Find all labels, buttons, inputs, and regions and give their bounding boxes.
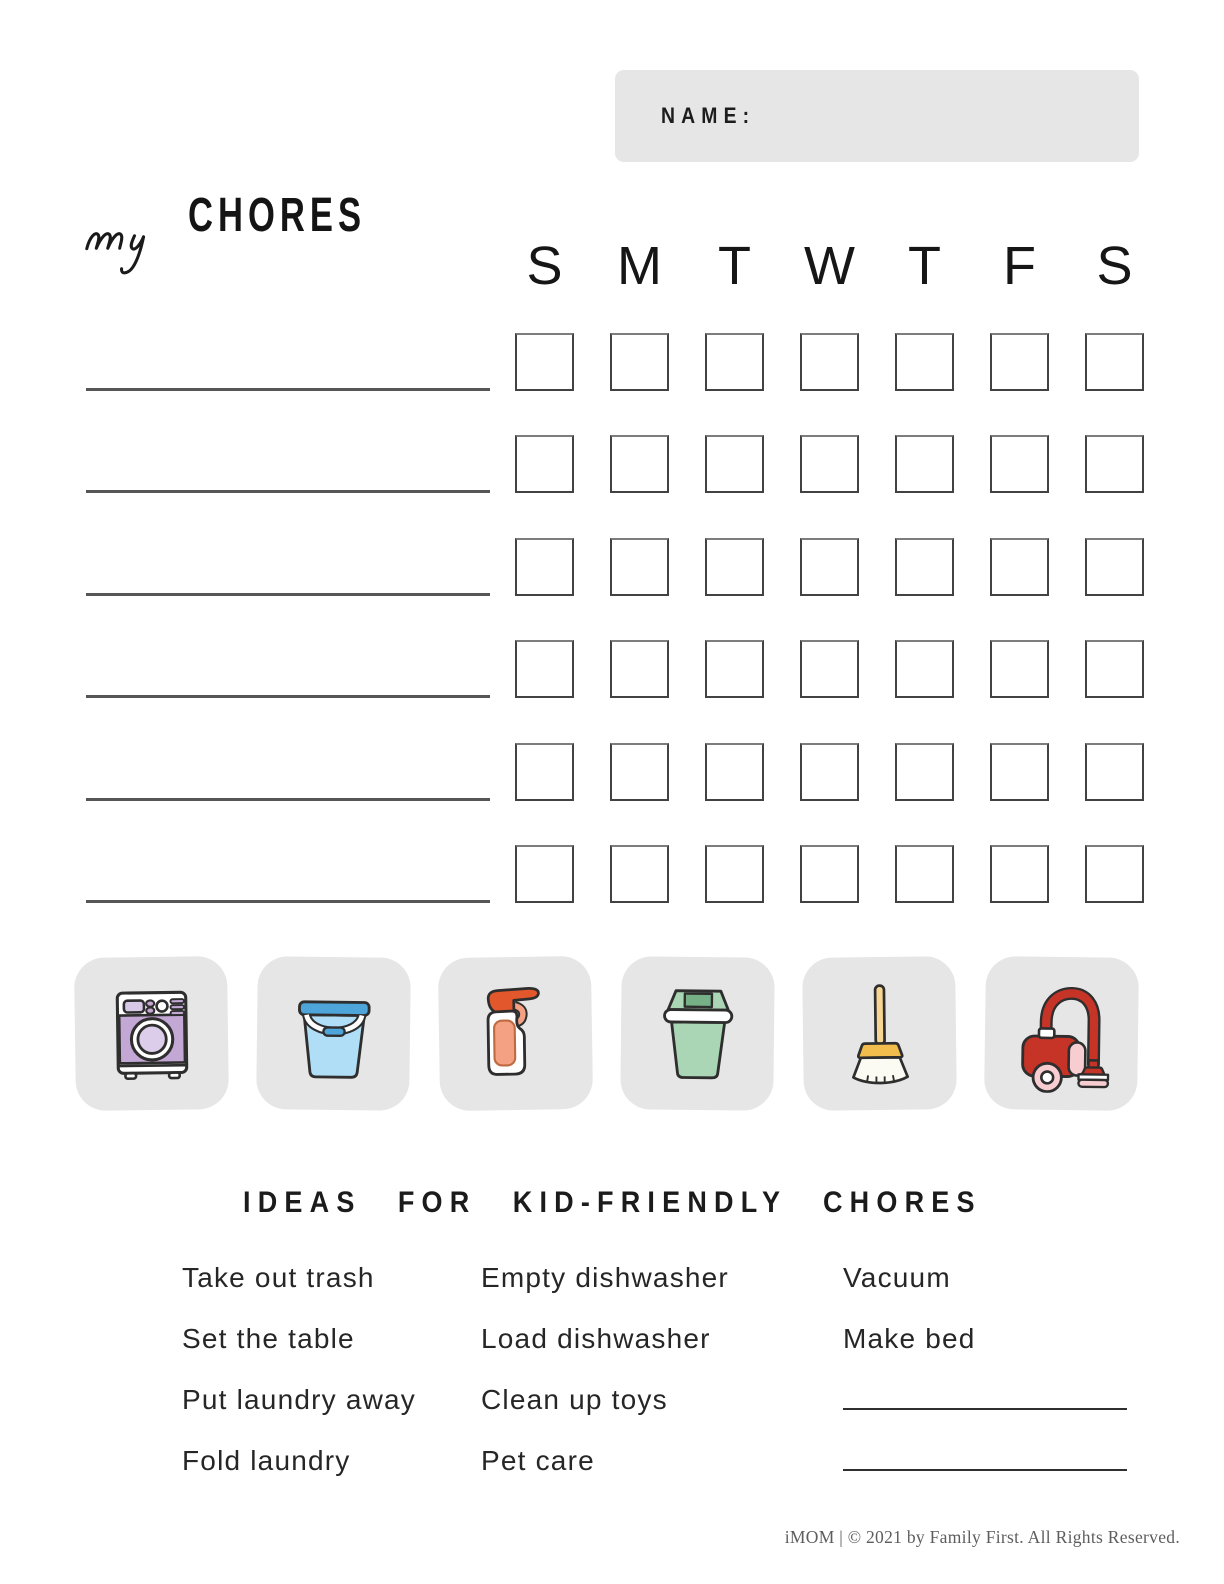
checkbox-r4-c5[interactable] [895,640,954,698]
ideas-item: Vacuum [843,1262,951,1293]
checkbox-r3-c3[interactable] [705,538,764,596]
ideas-item: Make bed [843,1323,976,1354]
chore-name-line-5[interactable] [86,798,490,801]
tile-trash-can [620,956,775,1111]
ideas-item: Put laundry away [182,1384,416,1415]
checkbox-r5-c4[interactable] [800,743,859,801]
checkbox-r3-c5[interactable] [895,538,954,596]
vacuum-icon [1002,974,1122,1094]
checkbox-r1-c5[interactable] [895,333,954,391]
checkbox-r6-c2[interactable] [610,845,669,903]
checkbox-r1-c4[interactable] [800,333,859,391]
chore-name-line-4[interactable] [86,695,490,698]
checkbox-r4-c3[interactable] [705,640,764,698]
bucket-icon [274,974,393,1093]
day-header-7: S [1096,236,1133,296]
tile-vacuum [984,956,1139,1111]
chore-name-line-6[interactable] [86,900,490,903]
custom-chore-line[interactable] [843,1383,1127,1410]
checkbox-r3-c6[interactable] [990,538,1049,596]
footer-copyright: iMOM | © 2021 by Family First. All Rights Reserved. [784,1527,1180,1547]
day-header-6: F [1003,236,1036,296]
day-header-5: T [908,236,941,296]
ideas-column-1 [182,1261,416,1505]
tile-bucket [256,956,411,1111]
checkbox-r3-c7[interactable] [1085,538,1144,596]
checkbox-r6-c5[interactable] [895,845,954,903]
checkbox-r3-c1[interactable] [515,538,574,596]
ideas-item: Pet care [481,1445,595,1476]
custom-chore-line[interactable] [843,1444,1127,1471]
checkbox-r6-c4[interactable] [800,845,859,903]
checkbox-r3-c4[interactable] [800,538,859,596]
checkbox-r4-c6[interactable] [990,640,1049,698]
checkbox-r5-c7[interactable] [1085,743,1144,801]
checkbox-r2-c5[interactable] [895,435,954,493]
spray-bottle-icon [456,974,576,1094]
checkbox-r4-c1[interactable] [515,640,574,698]
washing-machine-icon [92,974,212,1094]
checkbox-r6-c6[interactable] [990,845,1049,903]
checkbox-r4-c7[interactable] [1085,640,1144,698]
page-title [82,189,502,287]
day-header-4: W [804,236,855,296]
checkbox-r5-c5[interactable] [895,743,954,801]
checkbox-r4-c2[interactable] [610,640,669,698]
checkbox-r1-c6[interactable] [990,333,1049,391]
checkbox-r1-c1[interactable] [515,333,574,391]
ideas-column-3 [843,1261,1127,1505]
chore-name-line-2[interactable] [86,490,490,493]
checkbox-r3-c2[interactable] [610,538,669,596]
checkbox-r2-c4[interactable] [800,435,859,493]
checkbox-r1-c2[interactable] [610,333,669,391]
checkbox-r2-c6[interactable] [990,435,1049,493]
checkbox-r2-c1[interactable] [515,435,574,493]
trash-can-icon [638,974,757,1093]
ideas-item: Load dishwasher [481,1323,711,1354]
ideas-blank-row [843,1444,1127,1505]
checkbox-r1-c3[interactable] [705,333,764,391]
checkbox-r2-c7[interactable] [1085,435,1144,493]
tile-broom [802,956,957,1111]
chore-name-line-3[interactable] [86,593,490,596]
name-input-box[interactable] [615,70,1139,162]
day-header-3: T [718,236,751,296]
ideas-item: Take out trash [182,1262,375,1293]
day-header-2: M [617,236,662,296]
ideas-column-2 [481,1261,729,1505]
chore-name-line-1[interactable] [86,388,490,391]
checkbox-r5-c3[interactable] [705,743,764,801]
tile-spray-bottle [438,956,593,1111]
ideas-heading-text: IDEAS FOR KID-FRIENDLY CHORES [242,1186,982,1219]
tile-washing-machine [74,956,229,1111]
checkbox-r6-c3[interactable] [705,845,764,903]
ideas-item: Clean up toys [481,1384,668,1415]
broom-icon [820,974,939,1093]
checkbox-r2-c2[interactable] [610,435,669,493]
checkbox-r5-c1[interactable] [515,743,574,801]
checkbox-r6-c7[interactable] [1085,845,1144,903]
title-script-my-graphic [82,198,187,286]
ideas-item: Empty dishwasher [481,1262,729,1293]
checkbox-r4-c4[interactable] [800,640,859,698]
day-header-1: S [526,236,563,296]
checkbox-r2-c3[interactable] [705,435,764,493]
ideas-item: Set the table [182,1323,355,1354]
checkbox-r6-c1[interactable] [515,845,574,903]
ideas-heading [0,1186,1224,1220]
ideas-item: Fold laundry [182,1445,351,1476]
ideas-blank-row [843,1383,1127,1444]
checkbox-r1-c7[interactable] [1085,333,1144,391]
title-chores: CHORES [188,189,367,242]
name-label: NAME: [661,103,756,128]
checkbox-r5-c2[interactable] [610,743,669,801]
checkbox-r5-c6[interactable] [990,743,1049,801]
